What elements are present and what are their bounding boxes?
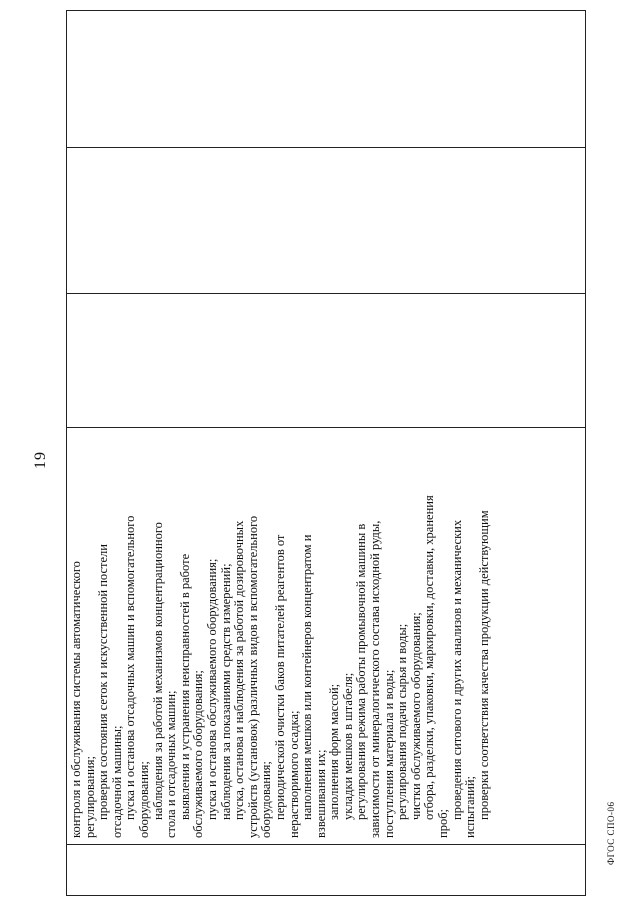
list-item: испытаний; bbox=[463, 775, 478, 838]
list-item: отбора, разделки, упаковки, маркировки, доставки, хранения bbox=[422, 495, 437, 820]
list-item: отсадочной машины; bbox=[109, 725, 124, 838]
list-item: пуска, останова и наблюдения за работой дозировочных bbox=[232, 520, 247, 820]
table-cell-empty-first bbox=[67, 845, 586, 896]
list-item: проб; bbox=[436, 808, 451, 838]
table-row bbox=[67, 11, 586, 896]
list-item: заполнения форм массой; bbox=[327, 683, 342, 820]
form-code: ФГОС СПО-06 bbox=[606, 801, 616, 865]
content-lines bbox=[67, 428, 493, 844]
list-item: наблюдения за работой механизмов концентрационного bbox=[150, 522, 165, 820]
list-item: поступления материала и воды; bbox=[381, 669, 396, 838]
list-item: проверки состояния сеток и искусственной постели bbox=[96, 544, 111, 820]
list-item: взвешивания их; bbox=[313, 749, 328, 838]
list-item: регулирования подачи сырья и воды; bbox=[395, 623, 410, 820]
list-item: оборудования; bbox=[259, 761, 274, 838]
list-item: зависимости от минералогического состава исходной руды, bbox=[368, 520, 383, 838]
list-item: регулирования; bbox=[82, 756, 97, 838]
list-item: выявления и устранения неисправностей в работе bbox=[177, 553, 192, 820]
table-cell-empty bbox=[67, 148, 586, 294]
list-item: пуска и останова отсадочных машин и вспомогательного bbox=[123, 515, 138, 820]
table-cell-content bbox=[67, 428, 586, 845]
list-item: контроля и обслуживания системы автоматического bbox=[69, 561, 83, 838]
list-item: обслуживаемого оборудования; bbox=[191, 670, 206, 838]
list-item: нерастворимого осадка; bbox=[286, 710, 301, 838]
list-item: стола и отсадочных машин; bbox=[164, 690, 179, 838]
competency-table bbox=[66, 10, 586, 896]
list-item: укладки мешков в штабеля; bbox=[340, 672, 355, 820]
list-item: регулирования режима работы промывочной машины в bbox=[354, 523, 369, 820]
list-item: периодической очистки баков питателей реагентов от bbox=[272, 534, 287, 820]
list-item: проверки соответствия качества продукции действующим bbox=[476, 510, 491, 820]
list-item: проведения ситового и других анализов и механических bbox=[449, 519, 464, 820]
list-item: устройств (установок) различных видов и вспомогательного bbox=[245, 515, 260, 838]
list-item: наполнения мешков или контейнеров концентратом и bbox=[300, 534, 315, 820]
list-item: пуска и останова обслуживаемого оборудования; bbox=[204, 558, 219, 820]
list-item: оборудования; bbox=[136, 761, 151, 838]
list-item: наблюдения за показаниями средств измерений; bbox=[218, 563, 233, 820]
list-item: чистки обслуживаемого оборудования; bbox=[408, 612, 423, 820]
table-cell-empty bbox=[67, 11, 586, 148]
table-cell-empty bbox=[67, 294, 586, 428]
page-number: 19 bbox=[32, 451, 49, 469]
